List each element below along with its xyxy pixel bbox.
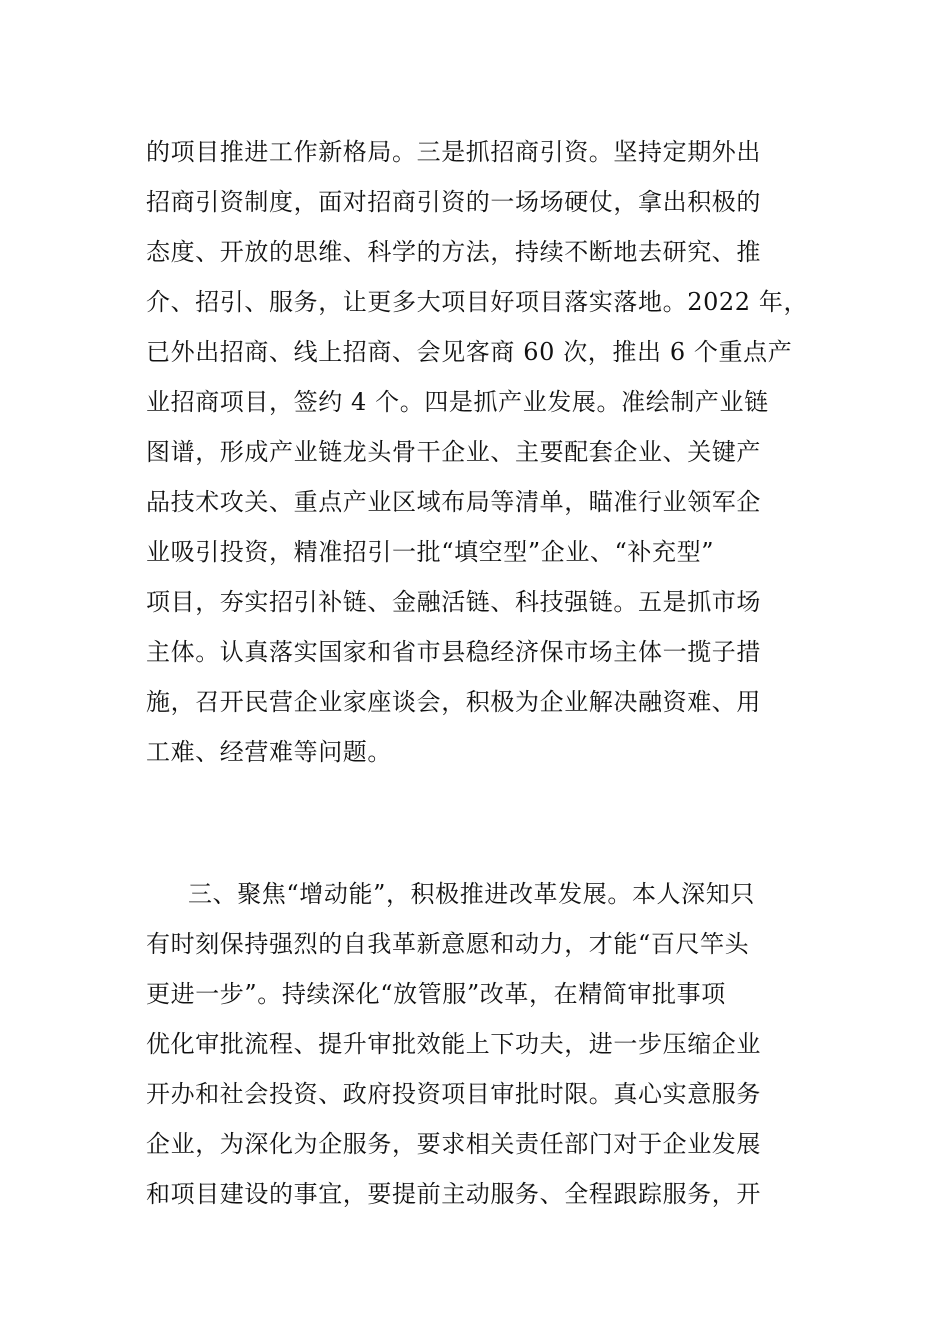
text-line: 图谱，形成产业链龙头骨干企业、主要配套企业、关键产 xyxy=(146,438,761,466)
text-line: 已外出招商、线上招商、会见客商 60 次，推出 6 个重点产 xyxy=(146,338,793,366)
text-line: 项目，夯实招引补链、金融活链、科技强链。五是抓市场 xyxy=(146,588,761,616)
text-line: 主体。认真落实国家和省市县稳经济保市场主体一揽子措 xyxy=(146,638,761,666)
text-line: 介、招引、服务，让更多大项目好项目落实落地。2022 年， xyxy=(146,288,809,316)
text-line: 和项目建设的事宜，要提前主动服务、全程跟踪服务，开 xyxy=(146,1180,761,1208)
text-line: 业招商项目，签约 4 个。四是抓产业发展。准绘制产业链 xyxy=(146,388,769,416)
text-line: 品技术攻关、重点产业区域布局等清单，瞄准行业领军企 xyxy=(146,488,761,516)
text-line: 施，召开民营企业家座谈会，积极为企业解决融资难、用 xyxy=(146,688,761,716)
text-line: 有时刻保持强烈的自我革新意愿和动力，才能“百尺竿头 xyxy=(146,930,750,958)
text-line: 态度、开放的思维、科学的方法，持续不断地去研究、推 xyxy=(146,238,761,266)
text-line: 开办和社会投资、政府投资项目审批时限。真心实意服务 xyxy=(146,1080,761,1108)
text-line: 招商引资制度，面对招商引资的一场场硬仗，拿出积极的 xyxy=(146,188,761,216)
text-line: 优化审批流程、提升审批效能上下功夫，进一步压缩企业 xyxy=(146,1030,761,1058)
text-line: 三、聚焦“增动能”，积极推进改革发展。本人深知只 xyxy=(188,880,755,908)
paragraph-reform-development xyxy=(146,869,826,1219)
text-line: 工难、经营难等问题。 xyxy=(146,738,392,766)
text-line: 业吸引投资，精准招引一批“填空型”企业、“补充型” xyxy=(146,538,715,566)
text-line: 的项目推进工作新格局。三是抓招商引资。坚持定期外出 xyxy=(146,138,761,166)
text-line: 企业，为深化为企服务，要求相关责任部门对于企业发展 xyxy=(146,1130,761,1158)
text-line: 更进一步”。持续深化“放管服”改革，在精简审批事项 xyxy=(146,980,726,1008)
paragraph-industry-development xyxy=(146,127,826,777)
